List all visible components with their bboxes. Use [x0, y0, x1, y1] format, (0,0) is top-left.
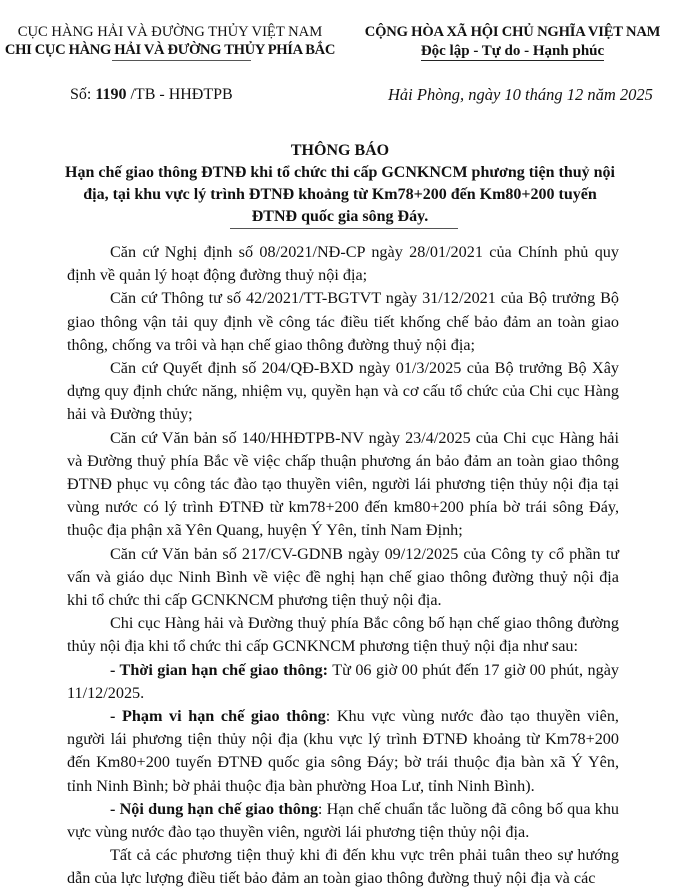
restriction-scope [67, 705, 619, 798]
paragraph-text: Căn cứ Thông tư số 42/2021/TT-BGTVT ngày 31/12/2021 của Bộ trưởng Bộ giao thông vận tải quy định về công tác điều tiết khống chế bảo đảm an toàn giao thông, chống va trôi và hạn chế giao thông đường thuỷ nội địa; [67, 289, 619, 354]
place-date: Hải Phòng, ngày 10 tháng 12 năm 2025 [388, 85, 653, 104]
doc-number-value: 1190 [95, 86, 127, 103]
paragraph [67, 287, 619, 357]
agency-name: CHI CỤC HÀNG HẢI VÀ ĐƯỜNG THỦY PHÍA BẮC [4, 42, 336, 58]
paragraph-text: Căn cứ Quyết định số 204/QĐ-BXD ngày 01/3/2025 của Bộ trưởng Bộ Xây dựng quy định chức năng, nhiệm vụ, quyền hạn và cơ cấu tổ chức của Chi cục Hàng hải và Đường thủy; [67, 359, 619, 424]
paragraph [67, 612, 619, 658]
document-body [67, 241, 619, 891]
paragraph [67, 427, 619, 543]
document-header [0, 18, 675, 78]
header-divider [112, 60, 251, 61]
paragraph-text: : Khu vực vùng nước đào tạo thuyền viên, người lái phương tiện thủy nội địa (khu vực lý trình ĐTNĐ khoảng từ Km78+200 đến Km80+200 tuyến ĐTNĐ quốc gia sông Đáy; bờ trái thuộc địa bàn xã Ý Yên, tỉnh Ninh Bình; bờ phải thuộc địa bàn phường Hoa Lư, tỉnh Ninh Bình). [67, 707, 619, 795]
doc-number-prefix: Số: [70, 86, 96, 103]
paragraph-text: Căn cứ Văn bản số 217/CV-GDNB ngày 09/12/2025 của Công ty cổ phần tư vấn và giáo dục Ninh Bình về việc đề nghị hạn chế giao thông đường thuỷ nội địa khi tổ chức thi cấp GCNKNCM phương tiện thuỷ nội địa. [67, 544, 619, 610]
paragraph-label: - Nội dung hạn chế giao thông [110, 799, 318, 818]
national-block [350, 18, 675, 78]
paragraph-label: - Thời gian hạn chế giao thông: [110, 660, 329, 679]
paragraph [67, 357, 619, 427]
restriction-time [67, 659, 619, 705]
agency-block [0, 18, 340, 78]
title-divider [230, 228, 458, 229]
paragraph-text: Chi cục Hàng hải và Đường thuỷ phía Bắc công bố hạn chế giao thông đường thủy nội địa khi tổ chức thi cấp GCNKNCM phương tiện thuỷ nội địa như sau: [67, 614, 619, 656]
paragraph-text: : Hạn chế chuẩn tắc luồng đã công bố qua khu vực vùng nước đào tạo thuyền viên, người lái phương tiện thủy nội địa. [67, 799, 620, 842]
paragraph-text: Tất cả các phương tiện thuỷ khi đi đến khu vực trên phải tuân theo sự hướng dẫn của lực lượng điều tiết bảo đảm an toàn giao thông đường thuỷ nội địa và các [67, 846, 619, 888]
document-number [70, 86, 233, 104]
title-block [60, 140, 620, 228]
agency-parent-name: CỤC HÀNG HẢI VÀ ĐƯỜNG THỦY VIỆT NAM [17, 24, 323, 40]
paragraph [67, 844, 619, 890]
paragraph-label: - Phạm vi hạn chế giao thông [110, 707, 326, 726]
paragraph-text: Từ 06 giờ 00 phút đến 17 giờ 00 phút, ngày 11/12/2025. [67, 660, 619, 702]
paragraph-text: Căn cứ Nghị định số 08/2021/NĐ-CP ngày 28/01/2021 của Chính phủ quy định về quản lý hoạt động đường thuỷ nội địa; [67, 243, 619, 285]
document-subject: Hạn chế giao thông ĐTNĐ khi tổ chức thi cấp GCNKNCM phương tiện thuỷ nội địa, tại khu vực lý trình ĐTNĐ khoảng từ Km78+200 đến Km80+200 tuyến ĐTNĐ quốc gia sông Đáy. [65, 164, 615, 225]
paragraph [67, 241, 619, 287]
national-motto [350, 43, 675, 60]
paragraph [67, 543, 619, 613]
country-name: CỘNG HÒA XÃ HỘI CHỦ NGHĨA VIỆT NAM [364, 24, 661, 40]
motto-text: Độc lập - Tự do - Hạnh phúc [420, 43, 605, 59]
paragraph-text: Căn cứ Văn bản số 140/HHĐTPB-NV ngày 23/4/2025 của Chi cục Hàng hải và Đường thuỷ phía Bắc về việc chấp thuận phương án bảo đảm an toàn giao thông ĐTNĐ phục vụ công tác đào tạo thuyền viên, người lái phương tiện thủy nội địa tại vùng nước có lý trình ĐTNĐ từ km78+200 đến km80+200 phía bờ trái sông Đáy, thuộc địa phận xã Yên Quang, huyện Ý Yên, tỉnh Nam Định; [67, 428, 619, 540]
document-title: THÔNG BÁO [290, 142, 390, 159]
doc-number-suffix: /TB - HHĐTPB [126, 86, 233, 103]
restriction-content [67, 798, 619, 844]
